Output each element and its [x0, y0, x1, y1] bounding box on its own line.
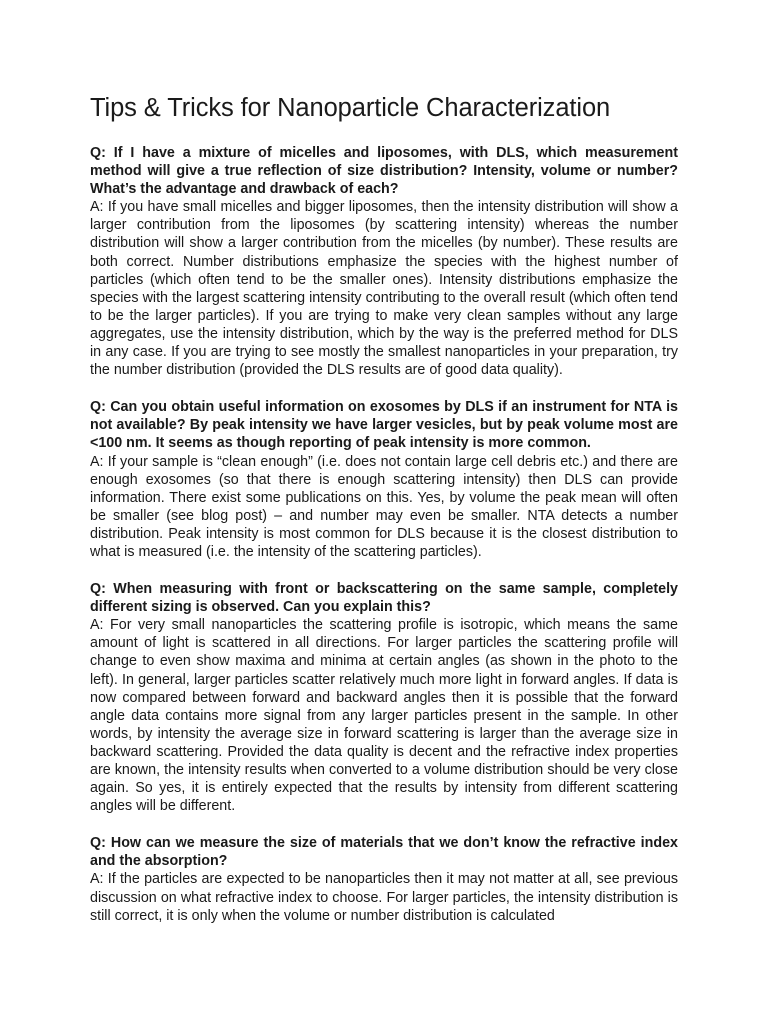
- document-page: [90, 92, 678, 944]
- qa-entry-4: [90, 834, 678, 924]
- question-4: Q: How can we measure the size of materials that we don’t know the refractive index and the absorption?: [90, 835, 678, 870]
- document-title: Tips & Tricks for Nanoparticle Characterization: [90, 94, 611, 122]
- answer-3: A: For very small nanoparticles the scattering profile is isotropic, which means the same amount of light is scattered in all directions. For larger particles the scattering profile will change to even show maxima and minima at certain angles (as shown in the photo to the left). In general, larger particles scatter relatively much more light in forward angles. If data is now compared between forward and backward angles then it is possible that the forward angle data contains more signal from any larger particles present in the sample. In other words, by intensity the average size in forward scattering is larger than the average size in backward scattering. Provided the data quality is decent and the refractive index properties are known, the intensity results when converted to a volume distribution should be very close again. So yes, it is entirely expected that the results by intensity from different scattering angles will be different.: [90, 617, 678, 815]
- question-3: Q: When measuring with front or backscattering on the same sample, completely different sizing is observed. Can you explain this?: [90, 581, 678, 616]
- question-2: Q: Can you obtain useful information on exosomes by DLS if an instrument for NTA is not available? By peak intensity we have larger vesicles, but by peak volume most are <100 nm. It seems as though reporting of peak intensity is more common.: [90, 399, 678, 452]
- answer-1: A: If you have small micelles and bigger liposomes, then the intensity distribution will show a larger contribution from the liposomes (by scattering intensity) whereas the number distribution will show a larger contribution from the micelles (by number). These results are both correct. Number distributions emphasize the species with the highest number of particles (which often tend to be the smaller ones). Intensity distributions emphasize the species with the largest scattering intensity contributing to the overall result (which often tend to be the larger particles). If you are trying to make very clean samples without any large aggregates, use the intensity distribution, which by the way is the preferred method for DLS in any case. If you are trying to see mostly the smallest nanoparticles in your preparation, try the number distribution (provided the DLS results are of good data quality).: [90, 199, 678, 379]
- qa-entry-3: [90, 580, 678, 815]
- answer-4: A: If the particles are expected to be nanoparticles then it may not matter at all, see previous discussion on what refractive index to choose. For larger particles, the intensity distribution is still correct, it is only when the volume or number distribution is calculated: [90, 871, 678, 924]
- qa-entry-2: [90, 398, 678, 561]
- qa-entry-1: [90, 144, 678, 379]
- answer-2: A: If your sample is “clean enough” (i.e. does not contain large cell debris etc.) and there are enough exosomes (so that there is enough scattering intensity) then DLS can provide information. There exist some publications on this. Yes, by volume the peak mean will often be smaller (see blog post) – and number may even be smaller. NTA detects a number distribution. Peak intensity is most common for DLS because it is the closest distribution to what is measured (i.e. the intensity of the scattering particles).: [90, 453, 678, 560]
- question-1: Q: If I have a mixture of micelles and liposomes, with DLS, which measurement method will give a true reflection of size distribution? Intensity, volume or number? What’s the advantage and drawback of each?: [90, 145, 678, 198]
